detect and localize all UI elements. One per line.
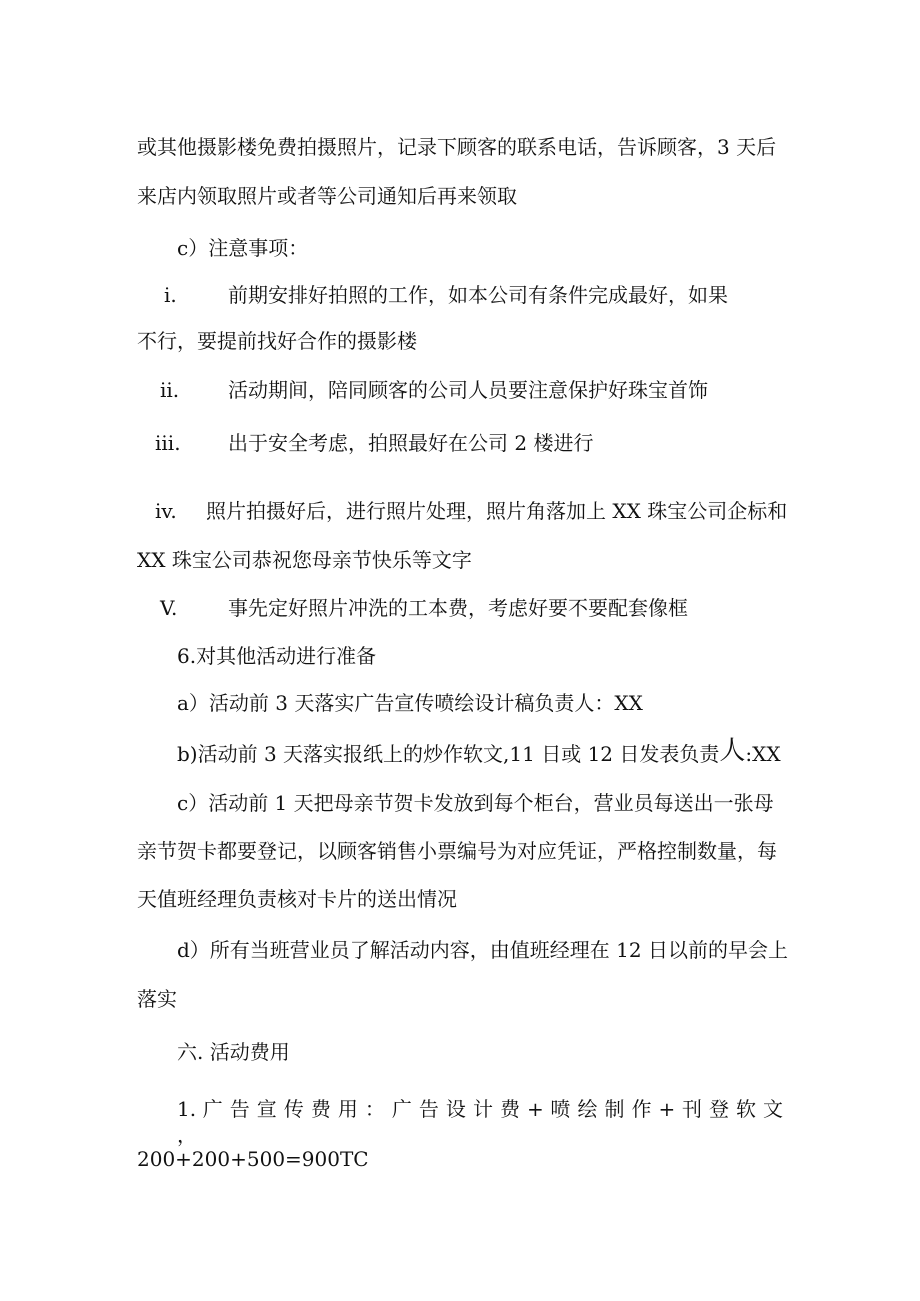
- paragraph-text: b)活动前 3 天落实报纸上的炒作软文,11 日或 12 日发表负责: [177, 742, 720, 766]
- paragraph-line: 来店内领取照片或者等公司通知后再来领取: [137, 184, 517, 208]
- paragraph-line: d）所有当班营业员了解活动内容，由值班经理在 12 日以前的早会上: [177, 938, 788, 962]
- paragraph-line: c）活动前 1 天把母亲节贺卡发放到每个柜台，营业员每送出一张母: [177, 791, 774, 815]
- section-heading: 六. 活动费用: [177, 1040, 290, 1064]
- list-marker: i.: [164, 283, 177, 307]
- paragraph-line: 或其他摄影楼免费拍摄照片，记录下顾客的联系电话，告诉顾客，3 天后: [137, 135, 777, 159]
- list-marker: iii.: [155, 431, 181, 455]
- paragraph-line: 落实: [137, 987, 177, 1011]
- paragraph-line: [177, 736, 781, 767]
- list-item-text: 不行，要提前找好合作的摄影楼: [137, 329, 417, 353]
- list-item-text: 事先定好照片冲洗的工本费，考虑好要不要配套像框: [228, 596, 688, 620]
- list-item-text: XX 珠宝公司恭祝您母亲节快乐等文字: [137, 548, 472, 572]
- paragraph-line: 亲节贺卡都要登记，以顾客销售小票编号为对应凭证，严格控制数量，每: [137, 839, 777, 863]
- section-heading: 6.对其他活动进行准备: [177, 644, 377, 668]
- list-item-text: 照片拍摄好后，进行照片处理，照片角落加上 XX 珠宝公司企标和: [206, 499, 788, 523]
- paragraph-line: 200+200+500=900TC: [137, 1147, 369, 1171]
- list-item-text: 活动期间，陪同顾客的公司人员要注意保护好珠宝首饰: [228, 378, 708, 402]
- section-heading: c）注意事项：: [177, 236, 309, 260]
- list-item-text: 前期安排好拍照的工作，如本公司有条件完成最好，如果: [228, 283, 728, 307]
- list-marker: V.: [160, 596, 178, 620]
- list-marker: ii.: [160, 378, 180, 402]
- list-item-text: 出于安全考虑，拍照最好在公司 2 楼进行: [228, 431, 594, 455]
- paragraph-line: 1. 广 告 宣 传 费 用 ： 广 告 设 计 费 + 喷 绘 制 作 + 刊 登 软 文 ，: [177, 1097, 783, 1147]
- paragraph-line: a）活动前 3 天落实广告宣传喷绘设计稿负责人：XX: [177, 691, 643, 715]
- paragraph-line: 天值班经理负责核对卡片的送出情况: [137, 887, 457, 911]
- enlarged-character: 人: [719, 736, 746, 766]
- list-marker: iv.: [155, 499, 177, 523]
- paragraph-text: :XX: [745, 742, 781, 766]
